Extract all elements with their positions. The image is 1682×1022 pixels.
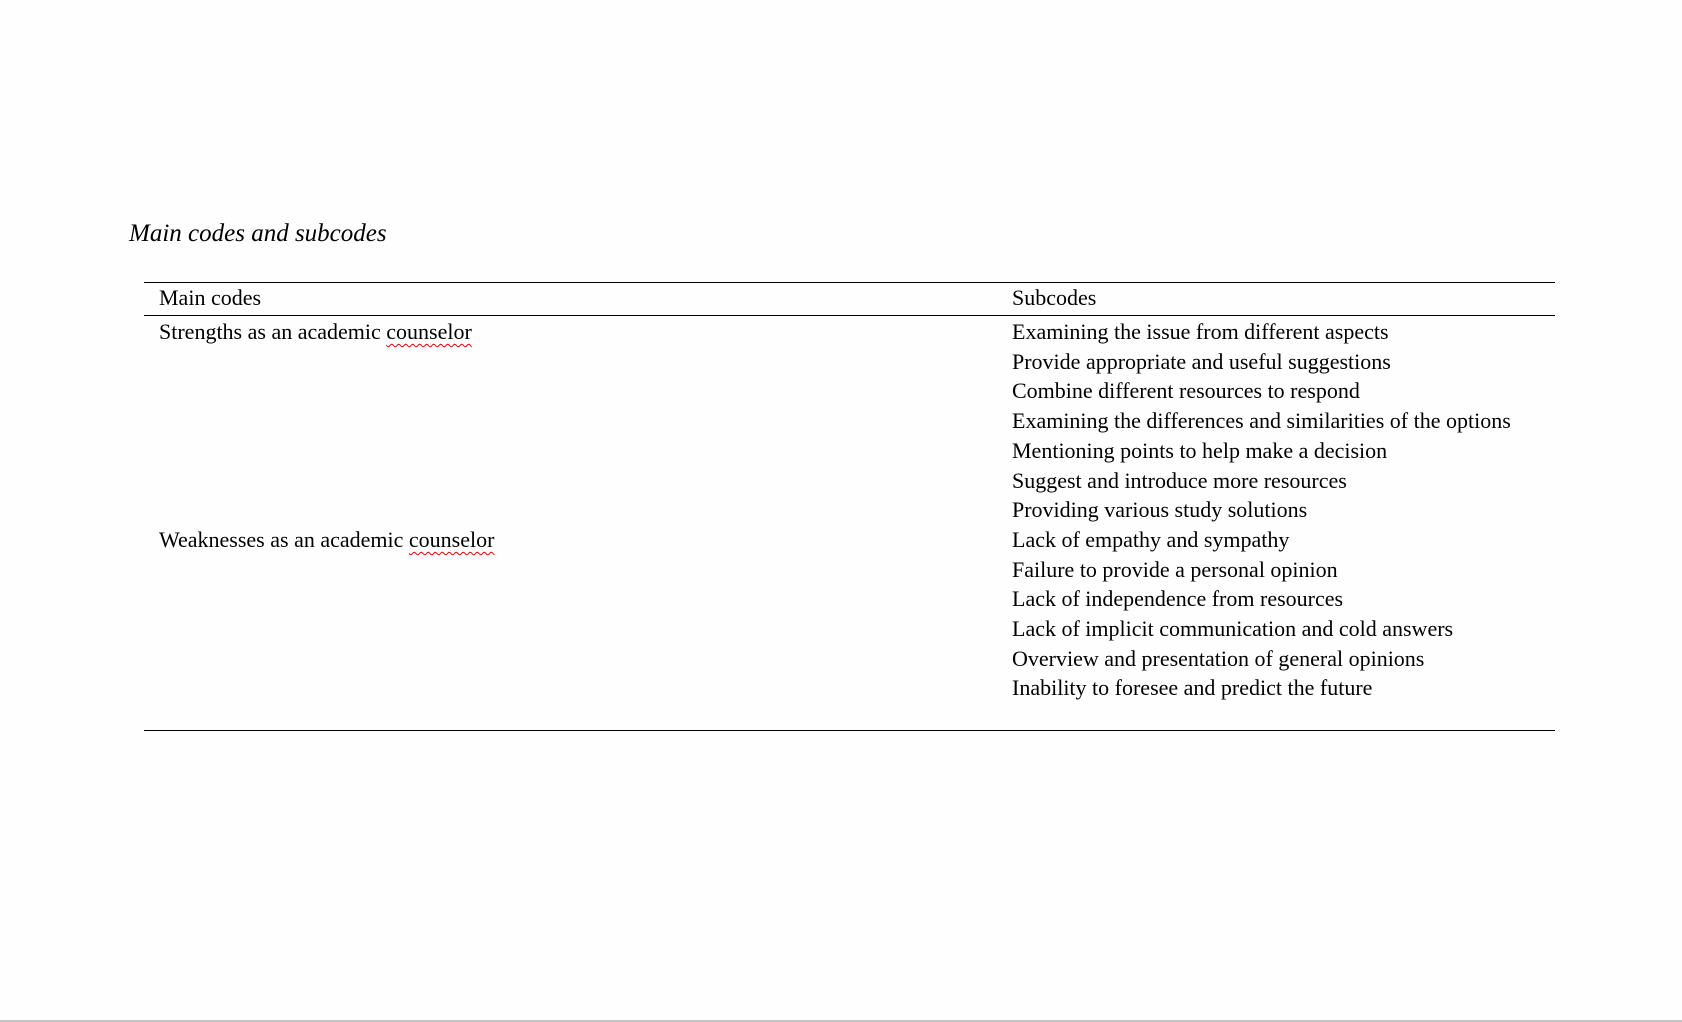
header-main-codes: Main codes <box>159 285 262 310</box>
table-row <box>144 583 1555 615</box>
table-row <box>144 435 1555 467</box>
subcode-cell: Mentioning points to help make a decision <box>1012 437 1388 463</box>
subcode-cell: Lack of empathy and sympathy <box>1012 526 1290 552</box>
subcode-cell: Lack of independence from resources <box>1012 586 1344 612</box>
table-row <box>144 405 1555 437</box>
table-row <box>144 375 1555 407</box>
subcode-cell: Failure to provide a personal opinion <box>1012 556 1338 582</box>
table-row <box>144 524 1555 556</box>
subcode-cell: Lack of implicit communication and cold answers <box>1012 616 1454 641</box>
spellcheck-flagged-word[interactable]: counselor <box>408 526 495 552</box>
subcode-cell: Overview and presentation of general opinions <box>1012 645 1425 671</box>
table-row <box>144 465 1555 497</box>
table-row <box>144 554 1555 586</box>
subcode-cell: Inability to foresee and predict the future <box>1012 675 1373 701</box>
subcode-cell: Providing various study solutions <box>1012 497 1308 523</box>
table-row <box>144 494 1555 526</box>
table-row <box>144 672 1555 704</box>
table-row <box>144 316 1555 348</box>
main-code-cell <box>159 524 494 556</box>
main-code-cell <box>159 316 472 348</box>
table-row <box>144 613 1555 645</box>
subcode-cell: Combine different resources to respond <box>1012 378 1360 404</box>
subcode-cell: Examining the differences and similarities of the options <box>1012 408 1511 434</box>
table-row <box>144 643 1555 675</box>
subcode-cell: Provide appropriate and useful suggestions <box>1012 348 1391 374</box>
spellcheck-flagged-word[interactable]: counselor <box>386 319 472 344</box>
main-code-text: Strengths as an academic <box>159 319 387 344</box>
subcode-cell: Suggest and introduce more resources <box>1012 467 1347 493</box>
table-caption: Main codes and subcodes <box>129 220 387 247</box>
table-bottom-rule <box>144 730 1555 731</box>
table-header-row <box>144 282 1555 314</box>
table-row <box>144 346 1555 378</box>
subcode-cell: Examining the issue from different aspects <box>1012 319 1389 344</box>
main-code-text: Weaknesses as an academic <box>159 526 409 552</box>
header-subcodes: Subcodes <box>1012 285 1097 310</box>
